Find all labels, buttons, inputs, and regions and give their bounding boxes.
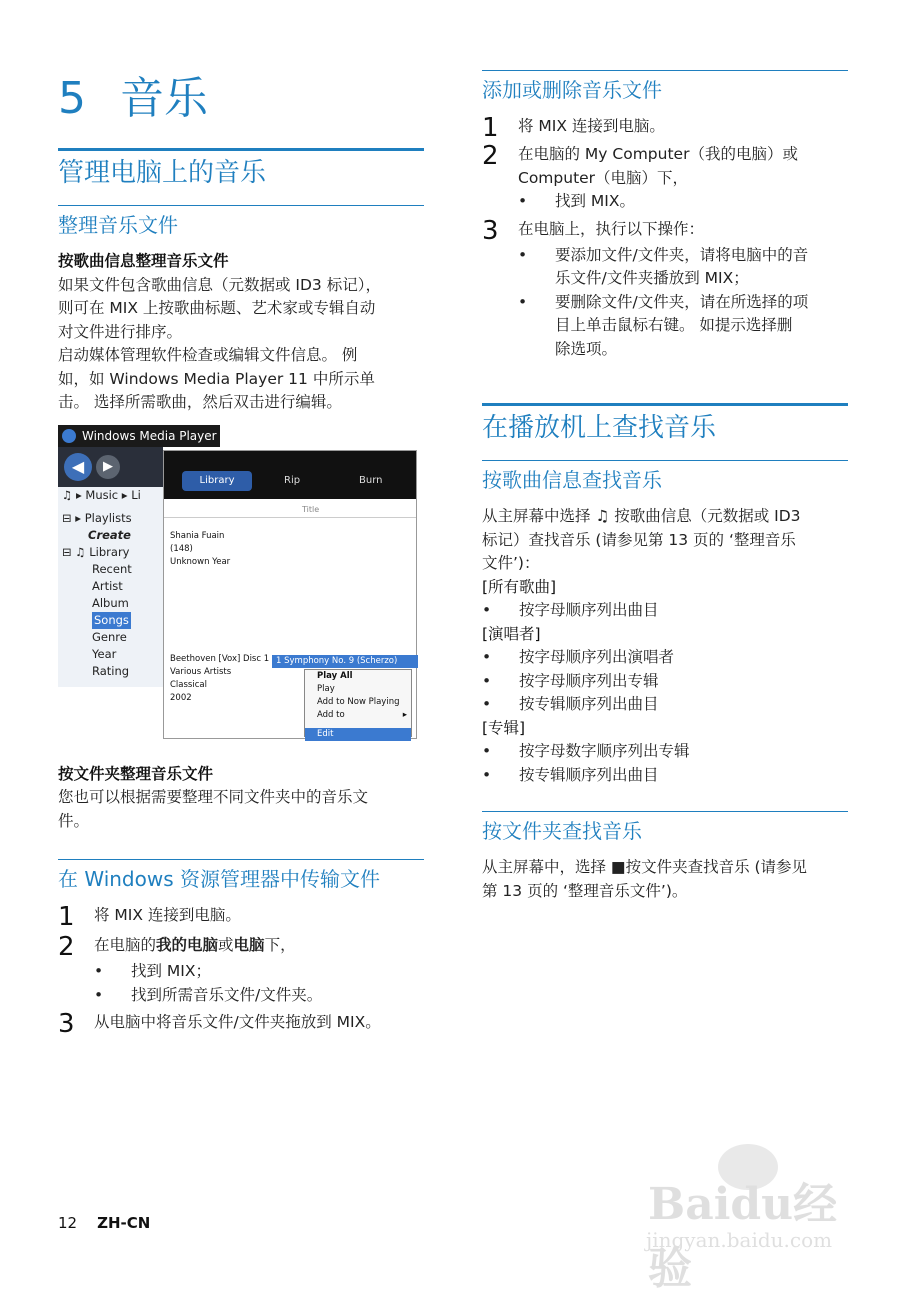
tree-library: ⊟ ♫ Library bbox=[62, 544, 130, 559]
tree-artist: Artist bbox=[92, 578, 123, 593]
wmp-tree bbox=[58, 487, 163, 687]
baidu-watermark: Baidu经验 jingyan.baidu.com bbox=[640, 1140, 860, 1270]
section-title-find: 在播放机上查找音乐 bbox=[482, 413, 717, 443]
tab-burn: Burn bbox=[359, 474, 383, 486]
section-title-manage: 管理电脑上的音乐 bbox=[58, 158, 267, 188]
add-step-3-bullet-delete: • 要删除文件/文件夹，请在所选择的项 目上单击鼠标右键。 如提示选择删 除选项。 bbox=[518, 292, 809, 358]
menu-edit: Edit bbox=[305, 728, 411, 741]
left-column bbox=[58, 148, 424, 1037]
add-step-3-bullet-add: • 要添加文件/文件夹，请将电脑中的音 乐文件/文件夹播放到 MIX； bbox=[518, 245, 809, 287]
paragraph-find-intro: 从主屏幕中选择 ♫ 按歌曲信息（元数据或 ID3 标记）查找音乐 (请参见第 13 页的 ‘整理音乐 文件’)： bbox=[482, 507, 801, 572]
transfer-step-2: 2 在电脑的我的电脑或电脑下， bbox=[58, 932, 296, 962]
tree-genre: Genre bbox=[92, 629, 127, 644]
forward-arrow-icon: ▶ bbox=[96, 455, 120, 479]
paragraph-folder: 您也可以根据需要整理不同文件夹中的音乐文 件。 bbox=[58, 788, 369, 830]
label-albums: [专辑] bbox=[482, 718, 526, 737]
right-column: 添加或删除音乐文件 1 将 MIX 连接到电脑。 2 在电脑的 My Computer（我的电脑）或 Computer（电脑）下， • 找到 MIX。 3 在电脑上，执行以下操作： • 要添加文件/文件夹，请将电脑中的音 乐文件/文件夹播放到 MIX； • 要删除文件/文件夹，请在所选择的项 目上单击鼠标右键。 如提示选择删 除选项。 在播放机上查找音乐 按歌曲信息查找音乐 从主屏幕中选择 ♫ 按歌曲信息（元数据或 ID3 标记）查找音乐 (请参见第 13 页的 ‘整理音乐 文件’)： [所有歌曲] • 按字母顺序列出曲目 [演唱者] • 按字母顺序列出演唱者 • 按字母顺序列出专辑 • 按专辑顺序列出曲目 [专辑] • 按字母数字顺序列出专辑 • 按专辑顺序列出曲目 按文件夹查找音乐 从主屏幕中，选择 ■按文件夹查找音乐 (请参见 第 13 页的 ‘整理音乐文件’)。 bbox=[482, 70, 848, 903]
music-note-icon: ♫ ▸ bbox=[62, 487, 86, 502]
paragraph-find-folder: 从主屏幕中，选择 ■按文件夹查找音乐 (请参见 第 13 页的 ‘整理音乐文件’)。 bbox=[482, 858, 808, 900]
tree-album: Album bbox=[92, 595, 129, 610]
tree-year: Year bbox=[92, 646, 117, 661]
tree-rating: Rating bbox=[92, 663, 130, 678]
menu-add-now-playing: Add to Now Playing bbox=[317, 696, 400, 707]
chapter-heading bbox=[58, 62, 208, 126]
label-all-songs: [所有歌曲] bbox=[482, 577, 557, 596]
add-step-3: 3 在电脑上，执行以下操作： bbox=[482, 215, 705, 246]
tree-create: Create bbox=[88, 527, 131, 542]
wmp-artist-info: Shania Fuain (148) Unknown Year bbox=[170, 530, 231, 567]
transfer-step-2-bullets: • 找到 MIX； • 找到所需音乐文件/文件夹。 bbox=[94, 962, 323, 1004]
wmp-title-bar: Windows Media Player bbox=[58, 425, 220, 447]
wmp-logo-icon bbox=[62, 429, 76, 443]
wmp-screenshot bbox=[58, 425, 415, 737]
subheading-by-info: 按歌曲信息整理音乐文件 bbox=[58, 252, 229, 270]
add-step-1: 1 将 MIX 连接到电脑。 bbox=[482, 113, 665, 143]
wmp-album-info: Beethoven [Vox] Disc 1 Various Artists Classical 2002 bbox=[170, 653, 270, 703]
tree-playlists: ⊟ ▸ Playlists bbox=[62, 510, 132, 525]
label-artists: [演唱者] bbox=[482, 624, 541, 643]
heading-transfer: 在 Windows 资源管理器中传输文件 bbox=[58, 867, 380, 891]
menu-play: Play bbox=[317, 683, 335, 694]
language-code: ZH-CN bbox=[97, 1214, 151, 1232]
back-arrow-icon: ◀ bbox=[64, 453, 92, 481]
heading-find-by-folder: 按文件夹查找音乐 bbox=[482, 819, 642, 843]
tab-rip: Rip bbox=[284, 474, 301, 486]
page-number: 12 bbox=[58, 1214, 78, 1232]
add-step-2: 2 在电脑的 My Computer（我的电脑）或 Computer（电脑）下， bbox=[482, 141, 798, 187]
transfer-step-3: 3 从电脑中将音乐文件/文件夹拖放到 MIX。 bbox=[58, 1009, 381, 1039]
tree-songs: Songs bbox=[94, 612, 129, 627]
heading-organize: 整理音乐文件 bbox=[58, 213, 178, 237]
column-title: Title bbox=[164, 503, 416, 518]
wmp-main-pane bbox=[163, 450, 417, 739]
context-menu bbox=[304, 669, 412, 737]
breadcrumb: ♫ ▸ Music ▸ Li bbox=[62, 487, 141, 502]
page-footer bbox=[58, 1214, 150, 1232]
transfer-step-1: 1 将 MIX 连接到电脑。 bbox=[58, 902, 241, 932]
heading-add-delete: 添加或删除音乐文件 bbox=[482, 78, 662, 102]
menu-play-all: Play All bbox=[317, 670, 353, 681]
tree-recent: Recent bbox=[92, 561, 132, 576]
tab-library: Library bbox=[182, 471, 252, 491]
paragraph-organize: 如果文件包含歌曲信息（元数据或 ID3 标记）， 则可在 MIX 上按歌曲标题、艺术家或专辑自动 对文件进行排序。 启动媒体管理软件检查或编辑文件信息。 例 如，如 Windows Media Player 11 中所示单 击。 选择所需歌曲，然后双击进行编辑。 bbox=[58, 275, 381, 411]
chapter-number: 5 bbox=[58, 73, 86, 124]
heading-find-by-info: 按歌曲信息查找音乐 bbox=[482, 468, 662, 492]
subheading-by-folder: 按文件夹整理音乐文件 bbox=[58, 764, 214, 783]
menu-add-to: Add to ▸ bbox=[317, 709, 407, 720]
chapter-title: 音乐 bbox=[120, 73, 208, 124]
add-step-2-bullet: • 找到 MIX。 bbox=[518, 192, 635, 210]
selected-song-row: 1 Symphony No. 9 (Scherzo) bbox=[272, 655, 418, 668]
